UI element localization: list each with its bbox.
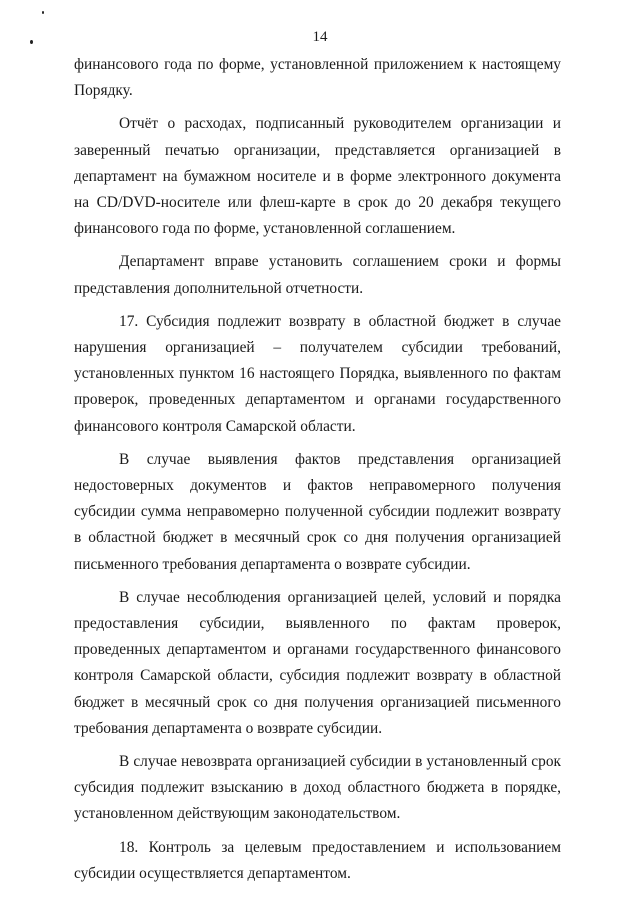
paragraph-false-documents: В случае выявления фактов представления организацией недостоверных документов и фактов неправомерного получения субсидии сумма неправомерно полученной субсидии подлежит возврату в областной бюджет в месячный срок со дня получения организацией письменного требования департамента о возврате субсидии. — [74, 450, 561, 573]
paragraph-non-return: В случае невозврата организацией субсидии в установленный срок субсидия подлежит взысканию в доход областного бюджета в порядке, установленном действующим законодательством. — [74, 753, 561, 823]
paragraph-item-17: 17. Субсидия подлежит возврату в областной бюджет в случае нарушения организацией – получателем субсидии требований, установленных пунктом 16 настоящего Порядка, выявленного по фактам проверок, проведенных департаментом и органами государственного финансового контроля Самарской области. — [74, 312, 561, 435]
scan-speck — [42, 11, 44, 14]
paragraph-item-18: 18. Контроль за целевым предоставлением и использованием субсидии осуществляется департаментом. — [74, 838, 561, 882]
page-number: 14 — [312, 29, 328, 45]
paragraph-additional-reporting: Департамент вправе установить соглашением сроки и формы представления дополнительной отчетности. — [74, 253, 561, 297]
document-body — [74, 52, 561, 894]
paragraph-continuation: финансового года по форме, установленной приложением к настоящему Порядку. — [74, 56, 561, 100]
paragraph-non-compliance: В случае несоблюдения организацией целей, условий и порядка предоставления субсидии, выявленного по фактам проверок, проведенных департаментом и органами государственного финансового контроля Самарской области, субсидия подлежит возврату в областной бюджет в месячный срок со дня получения организацией письменного требования департамента о возврате субсидии. — [74, 588, 561, 737]
paragraph-expense-report: Отчёт о расходах, подписанный руководителем организации и заверенный печатью организации, представляется организацией в департамент на бумажном носителе и в форме электронного документа на CD/DVD-носителе или флеш-карте в срок до 20 декабря текущего финансового года по форме, установленной соглашением. — [74, 115, 561, 238]
